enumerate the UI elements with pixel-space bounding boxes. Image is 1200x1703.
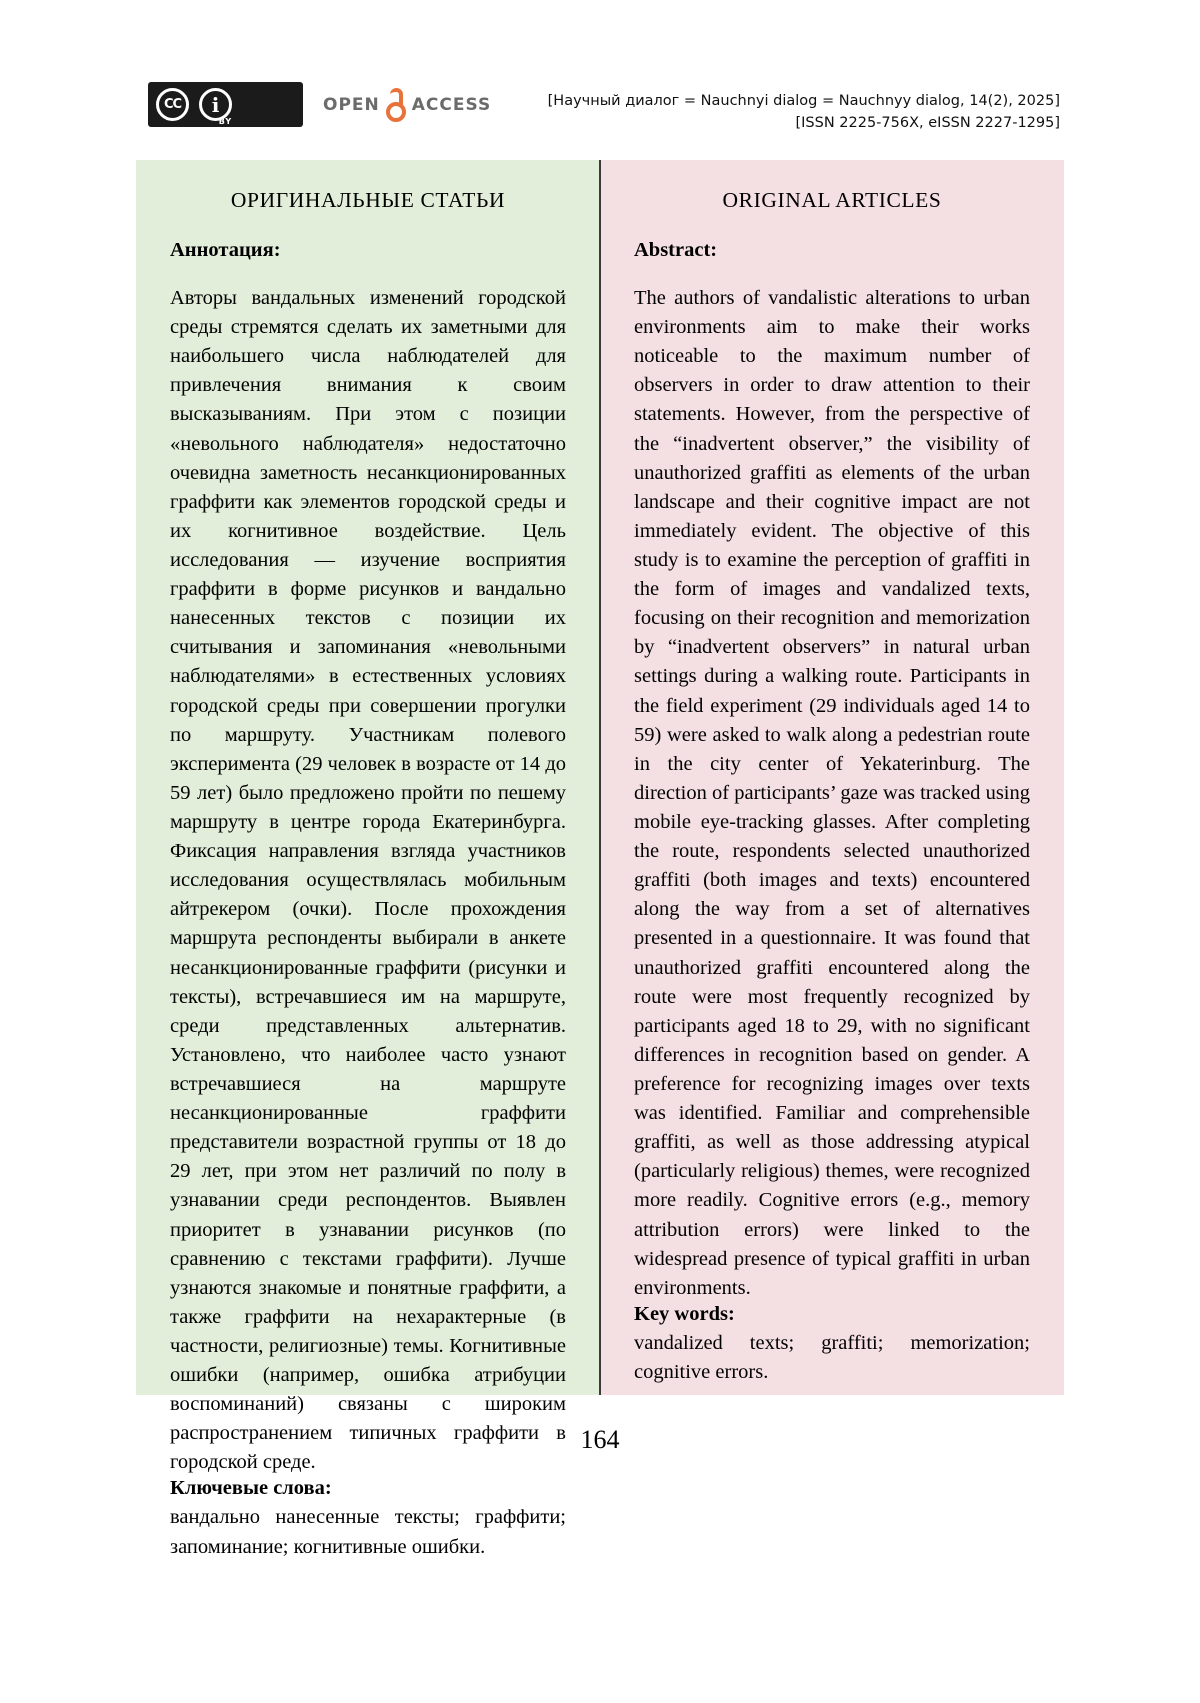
cc-logo-icon: CC — [156, 88, 189, 121]
russian-keywords-label: Ключевые слова: — [170, 1477, 332, 1500]
open-access-logo[interactable] — [323, 88, 491, 122]
russian-section-title: ОРИГИНАЛЬНЫЕ СТАТЬИ — [230, 188, 506, 212]
page-header — [148, 72, 1060, 134]
page-number: 164 — [580, 1425, 620, 1454]
cc-badge-inner — [148, 82, 303, 127]
english-abstract-label: Abstract: — [634, 239, 718, 261]
creative-commons-badge[interactable] — [148, 82, 303, 127]
journal-citation — [548, 90, 1060, 135]
open-lock-icon — [384, 88, 408, 122]
english-keywords-text: vandalized texts; graffiti; memorization; cognitive errors. — [634, 1331, 1030, 1383]
cc-by-label: BY — [218, 117, 233, 126]
russian-abstract-label: Аннотация: — [170, 239, 281, 261]
english-abstract-column — [600, 160, 1064, 1395]
english-keywords-block — [634, 1303, 1030, 1387]
english-abstract-text: The authors of vandalistic alterations to urban environments aim to make their works noticeable to the maximum number of observers in order to draw attention to their statements. However, from the perspective of the “inadvertent observer,” the visibility of unauthorized graffiti as elements of the urban landscape and their cognitive impact are not immediately evident. The objective of this study is to examine the perception of graffiti in the form of images and vandalized texts, focusing on their recognition and memorization by “inadvertent observers” in natural urban settings during a walking route. Participants in the field experiment (29 individuals aged 14 to 59) were asked to walk along a pedestrian route in the city center of Yekaterinburg. The direction of participants’ gaze was tracked using mobile eye-tracking glasses. After completing the route, respondents selected unauthorized graffiti (both images and texts) encountered along the way from a set of alternatives presented in a questionnaire. It was found that unauthorized graffiti encountered along the route were most frequently recognized by participants aged 18 to 29, with no significant differences in recognition based on gender. A preference for recognizing images over texts was identified. Familiar and comprehensible graffiti, as well as those addressing atypical (particularly religious) themes, were recognized more readily. Cognitive errors (e.g., memory attribution errors) were linked to the widespread presence of typical graffiti in urban environments. — [634, 287, 1030, 1299]
english-keywords-label: Key words: — [634, 1302, 735, 1325]
russian-keywords-block — [170, 1477, 566, 1561]
journal-title-line: [Научный диалог = Nauchnyi dialog = Nauchnyy dialog, 14(2), 2025] — [547, 93, 1060, 109]
cc-by-person-icon: i — [199, 88, 232, 121]
russian-abstract-text: Авторы вандальных изменений городской среды стремятся сделать их заметными для наибольшего числа наблюдателей для привлечения внимания к своим высказываниям. При этом с позиции «невольного наблюдателя» недостаточно очевидна заметность несанкционированных граффити как элементов городской среды и их когнитивное воздействие. Цель исследования — изучение восприятия граффити в форме рисунков и вандально нанесенных текстов с позиции их считывания и запоминания «невольными наблюдателями» в естественных условиях городской среды при совершении прогулки по маршруту. Участникам полевого эксперимента (29 человек в возрасте от 14 до 59 лет) было предложено пройти по пешему маршруту в центре города Екатеринбурга. Фиксация направления взгляда участников исследования осуществлялась мобильным айтрекером (очки). После прохождения маршрута респонденты выбирали в анкете несанкционированные граффити (рисунки и тексты), встречавшиеся им на маршруте, среди представленных альтернатив. Установлено, что наиболее часто узнают встречавшиеся на маршруте несанкционированные граффити представители возрастной группы от 18 до 29 лет, при этом нет различий по полу в узнавании среди респондентов. Выявлен приоритет в узнавании рисунков (по сравнению с текстами граффити). Лучше узнаются знакомые и понятные граффити, а также граффити на нехарактерные (в частности, религиозные) темы. Когнитивные ошибки (например, ошибка атрибуции воспоминаний) связаны с широким распространением типичных граффити в городской среде. — [170, 287, 566, 1474]
open-access-open-label: OPEN — [323, 95, 380, 115]
russian-keywords-text: вандально нанесенные тексты; граффити; запоминание; когнитивные ошибки. — [170, 1506, 566, 1558]
english-section-title: ORIGINAL ARTICLES — [722, 188, 942, 212]
journal-issn-line: [ISSN 2225-756X, eISSN 2227-1295] — [795, 115, 1060, 132]
open-access-access-label: ACCESS — [411, 95, 492, 115]
column-divider — [599, 160, 601, 1395]
